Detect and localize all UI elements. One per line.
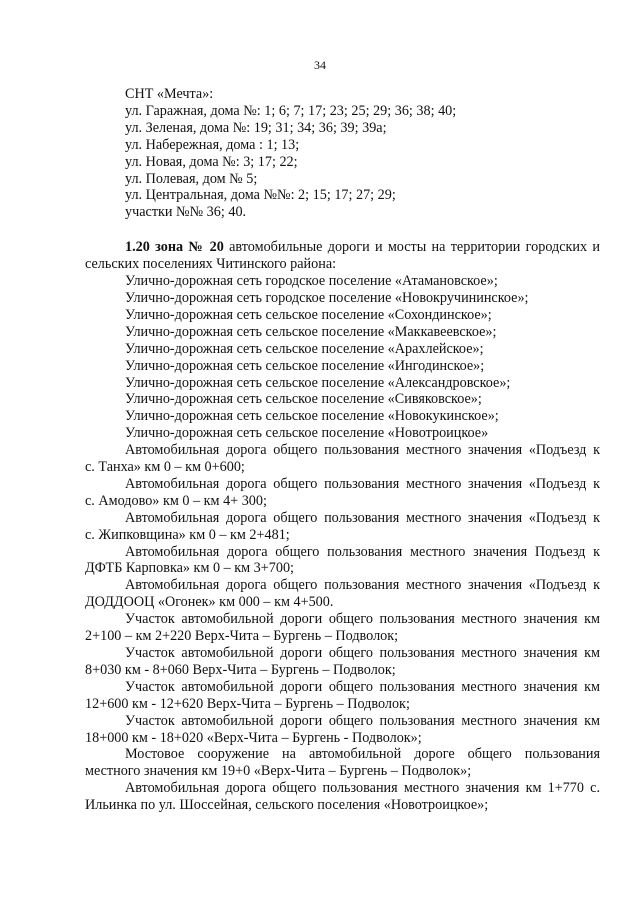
road-item-line1: Автомобильная дорога общего пользования местного значения км 1+770 с. bbox=[125, 780, 600, 797]
road-item-line1: Автомобильная дорога общего пользования местного значения Подъезд к bbox=[125, 543, 600, 560]
snt-line: ул. Полевая, дом № 5; bbox=[125, 170, 258, 187]
list-item: Улично-дорожная сеть сельское поселение «Ингодинское»; bbox=[125, 357, 485, 374]
road-item bbox=[85, 544, 600, 578]
snt-line: ул. Набережная, дома : 1; 13; bbox=[125, 136, 300, 153]
road-item-line1: Участок автомобильной дороги общего пользования местного значения км bbox=[125, 712, 600, 729]
road-item bbox=[85, 442, 600, 476]
road-item bbox=[85, 780, 600, 814]
snt-line: участки №№ 36; 40. bbox=[125, 204, 247, 221]
road-item bbox=[85, 577, 600, 611]
road-item-line2: 18+000 км - 18+020 «Верх-Чита – Бургень - Подволок»; bbox=[85, 729, 422, 746]
snt-line: ул. Новая, дома №: 3; 17; 22; bbox=[125, 153, 298, 170]
snt-block bbox=[125, 86, 600, 221]
road-item bbox=[85, 611, 600, 645]
road-item-line1: Автомобильная дорога общего пользования местного значения «Подъезд к bbox=[125, 475, 600, 492]
list-item: Улично-дорожная сеть городское поселение «Новокручининское»; bbox=[125, 289, 529, 306]
road-item-line2: местного значения км 19+0 «Верх-Чита – Бургень – Подволок»; bbox=[85, 763, 472, 780]
list-item: Улично-дорожная сеть сельское поселение «Арахлейское»; bbox=[125, 340, 484, 357]
section-heading bbox=[85, 239, 600, 256]
road-item bbox=[85, 510, 600, 544]
road-item-line1: Автомобильная дорога общего пользования местного значения «Подъезд к bbox=[125, 509, 600, 526]
section-heading-line2: сельских поселениях Читинского района: bbox=[85, 256, 337, 273]
road-item-line2: 12+600 км - 12+620 Верх-Чита – Бургень – Подволок; bbox=[85, 695, 410, 712]
road-item-line1: Участок автомобильной дороги общего пользования местного значения км bbox=[125, 645, 600, 661]
list-item: Улично-дорожная сеть сельское поселение «Сохондинское»; bbox=[125, 306, 492, 323]
road-item-line2: с. Амодово» км 0 – км 4+ 300; bbox=[85, 492, 267, 509]
road-item-line1: Участок автомобильной дороги общего пользования местного значения км bbox=[125, 678, 600, 695]
road-item-line1: Мостовое сооружение на автомобильной дороге общего пользования bbox=[125, 746, 600, 763]
street-network-list bbox=[85, 273, 600, 442]
snt-line: ул. Центральная, дома №№: 2; 15; 17; 27; 29; bbox=[125, 187, 396, 204]
list-item: Улично-дорожная сеть сельское поселение «Маккавеевское»; bbox=[125, 323, 497, 340]
road-item bbox=[85, 476, 600, 510]
list-item: Улично-дорожная сеть сельское поселение «Александровское»; bbox=[125, 374, 511, 391]
road-item bbox=[85, 679, 600, 713]
road-item bbox=[85, 746, 600, 780]
section-heading-text: автомобильные дороги и мосты на территории городских и bbox=[223, 239, 600, 256]
road-item-line1: Участок автомобильной дороги общего пользования местного значения км bbox=[125, 611, 600, 628]
list-item: Улично-дорожная сеть сельское поселение «Новокукинское»; bbox=[125, 408, 499, 425]
road-item-line2: 2+100 – км 2+220 Верх-Чита – Бургень – Подволок; bbox=[85, 628, 399, 645]
section-zone-20 bbox=[85, 239, 600, 814]
road-item-line2: Ильинка по ул. Шоссейная, сельского поселения «Новотроицкое»; bbox=[85, 797, 489, 814]
road-items bbox=[85, 442, 600, 814]
road-item-line2: 8+030 км - 8+060 Верх-Чита – Бургень – Подволок; bbox=[85, 661, 396, 678]
page-content bbox=[85, 86, 600, 814]
road-item-line1: Автомобильная дорога общего пользования местного значения «Подъезд к bbox=[125, 442, 600, 459]
road-item-line2: с. Танха» км 0 – км 0+600; bbox=[85, 459, 245, 476]
road-item bbox=[85, 645, 600, 679]
list-item: Улично-дорожная сеть сельское поселение «Новотроицкое» bbox=[125, 425, 489, 442]
road-item-line2: ДФТБ Карповка» км 0 – км 3+700; bbox=[85, 560, 294, 577]
list-item: Улично-дорожная сеть сельское поселение «Сивяковское»; bbox=[125, 391, 482, 408]
snt-title: СНТ «Мечта»: bbox=[125, 86, 214, 102]
road-item-line1: Автомобильная дорога общего пользования местного значения «Подъезд к bbox=[125, 577, 600, 594]
list-item: Улично-дорожная сеть городское поселение «Атамановское»; bbox=[125, 273, 498, 290]
road-item-line2: ДОДДООЦ «Огонек» км 000 – км 4+500. bbox=[85, 594, 334, 611]
road-item-line2: с. Жипковщина» км 0 – км 2+481; bbox=[85, 526, 290, 543]
page-number: 34 bbox=[314, 58, 326, 72]
snt-line: ул. Гаражная, дома №: 1; 6; 7; 17; 23; 25; 29; 36; 38; 40; bbox=[125, 102, 457, 119]
section-heading-bold: 1.20 зона № 20 bbox=[125, 239, 224, 256]
snt-line: ул. Зеленая, дома №: 19; 31; 34; 36; 39; 39а; bbox=[125, 119, 387, 136]
road-item bbox=[85, 713, 600, 747]
